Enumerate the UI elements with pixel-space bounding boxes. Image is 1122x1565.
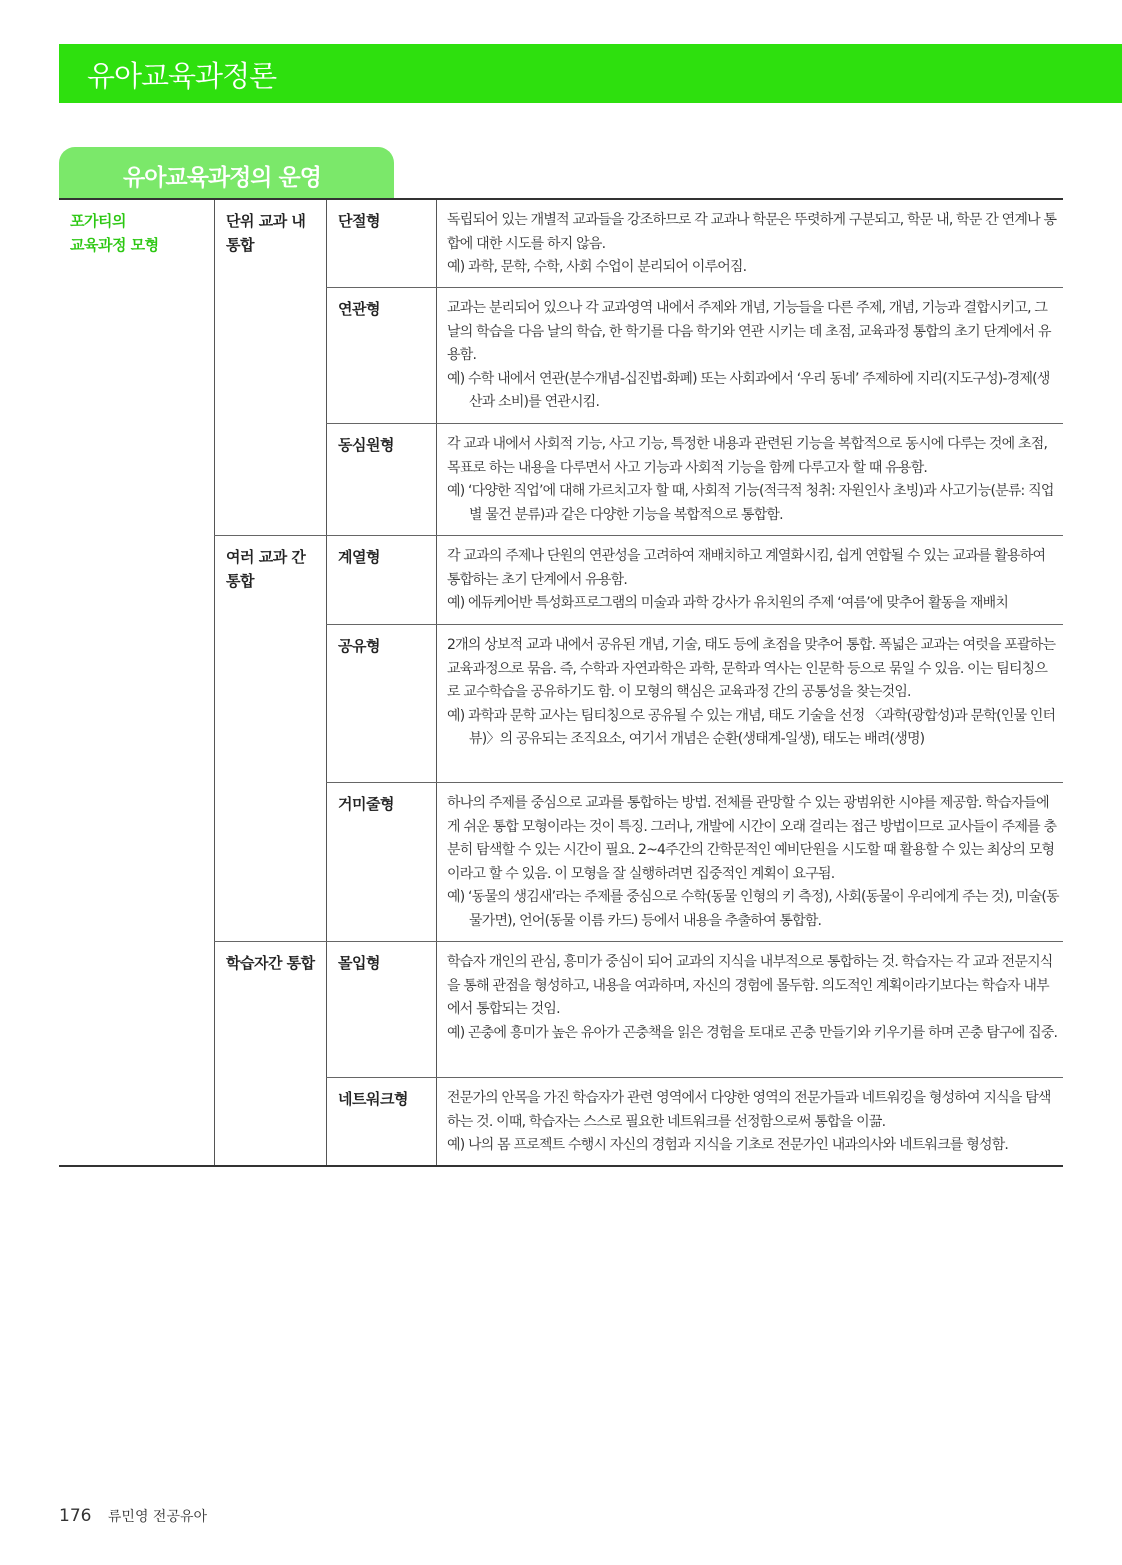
divider — [326, 624, 1063, 625]
example-text: 예) 나의 몸 프로젝트 수행시 자신의 경험과 지식을 기초로 전문가인 내과의사와 네트워크를 형성함. — [447, 1137, 1009, 1154]
type-label: 거미줄형 — [338, 795, 394, 813]
type-description — [447, 297, 1059, 415]
type-description — [447, 433, 1059, 527]
divider — [436, 200, 437, 1166]
header-title: 유아교육과정론 — [87, 59, 277, 93]
type-label: 몰입형 — [338, 954, 380, 972]
divider — [326, 782, 1063, 783]
page-number: 176 — [59, 1506, 92, 1526]
page-footer — [59, 1506, 207, 1526]
table-bottom-rule — [59, 1165, 1063, 1167]
group-label: 학습자간 통합 — [226, 954, 315, 972]
type-label: 네트워크형 — [338, 1090, 408, 1108]
example-text: 예) 과학, 문학, 수학, 사회 수업이 분리되어 이루어짐. — [447, 259, 747, 276]
type-description — [447, 209, 1059, 280]
book-title: 류민영 전공유아 — [107, 1509, 208, 1525]
divider — [214, 535, 1063, 536]
example-text: 예) 과학과 문학 교사는 팀티칭으로 공유될 수 있는 개념, 태도 기술을 선정 〈과학(광합성)과 문학(인물 인터뷰)〉의 공유되는 조직요소, 여기서 개념은 순환(생태계-일생), 태도는 배려(생명) — [447, 707, 1056, 748]
divider — [326, 423, 1063, 424]
description-text: 학습자 개인의 관심, 흥미가 중심이 되어 교과의 지식을 내부적으로 통합하는 것. 학습자는 각 교과 전문지식을 통해 관점을 형성하고, 내용을 여과하며, 자신의 경험에 몰두함. 의도적인 계획이라기보다는 학습자 내부에서 통합되는 것임. — [447, 954, 1053, 1018]
divider — [214, 200, 215, 1166]
description-text: 각 교과 내에서 사회적 기능, 사고 기능, 특정한 내용과 관련된 기능을 복합적으로 동시에 다루는 것에 초점, 목표로 하는 내용을 다루면서 사고 기능과 사회적 기능을 함께 다루고자 할 때 유용함. — [447, 436, 1048, 476]
header-banner — [59, 44, 1122, 103]
type-description — [447, 545, 1059, 616]
group-label: 단위 교과 내 통합 — [226, 212, 306, 254]
type-description — [447, 792, 1059, 934]
divider — [326, 200, 327, 1166]
group-label: 여러 교과 간 통합 — [226, 548, 306, 590]
example-text: 예) 에듀케어반 특성화프로그램의 미술과 과학 강사가 유치원의 주제 ‘여름’에 맞추어 활동을 재배치 — [447, 595, 1009, 612]
model-label: 포가티의 교육과정 모형 — [70, 212, 159, 254]
description-text: 교과는 분리되어 있으나 각 교과영역 내에서 주제와 개념, 기능들을 다른 주제, 개념, 기능과 결합시키고, 그날의 학습을 다음 날의 학습, 한 학기를 다음 학기와 연관 시키는 데 초점, 교육과정 통합의 초기 단계에서 유용함. — [447, 300, 1051, 364]
type-description — [447, 951, 1059, 1045]
divider — [214, 941, 1063, 942]
type-description — [447, 634, 1059, 752]
divider — [326, 287, 1063, 288]
section-title: 유아교육과정의 운영 — [123, 164, 321, 191]
table-top-rule — [59, 198, 1063, 200]
description-text: 전문가의 안목을 가진 학습자가 관련 영역에서 다양한 영역의 전문가들과 네트워킹을 형성하여 지식을 탐색하는 것. 이때, 학습자는 스스로 필요한 네트워크를 선정함으로써 통합을 이끎. — [447, 1090, 1051, 1130]
type-label: 계열형 — [338, 548, 380, 566]
type-label: 동심원형 — [338, 436, 394, 454]
example-text: 예) ‘다양한 직업’에 대해 가르치고자 할 때, 사회적 기능(적극적 청취: 자원인사 초빙)과 사고기능(분류: 직업별 물건 분류)과 같은 다양한 기능을 복합적으로 통합함. — [447, 483, 1054, 523]
type-label: 단절형 — [338, 212, 380, 230]
description-text: 2개의 상보적 교과 내에서 공유된 개념, 기술, 태도 등에 초점을 맞추어 통합. 폭넓은 교과는 여럿을 포괄하는 교육과정으로 묶음. 즉, 수학과 자연과학은 과학, 문학과 역사는 인문학 등으로 묶일 수 있음. 이는 팀티칭으로 교수학습을 공유하기도 함. 이 모형의 핵심은 교육과정 간의 공통성을 찾는것임. — [447, 637, 1056, 701]
description-text: 독립되어 있는 개별적 교과들을 강조하므로 각 교과나 학문은 뚜렷하게 구분되고, 학문 내, 학문 간 연계나 통합에 대한 시도를 하지 않음. — [447, 212, 1057, 252]
example-text: 예) 곤충에 흥미가 높은 유아가 곤충책을 읽은 경험을 토대로 곤충 만들기와 키우기를 하며 곤충 탐구에 집중. — [447, 1024, 1058, 1041]
type-label: 연관형 — [338, 300, 380, 318]
example-text: 예) ‘동물의 생김새’라는 주제를 중심으로 수학(동물 인형의 키 측정), 사회(동물이 우리에게 주는 것), 미술(동물가면), 언어(동물 이름 카드) 등에서 내용을 추출하여 통합함. — [447, 889, 1059, 929]
type-description — [447, 1087, 1059, 1158]
section-tab — [59, 147, 394, 199]
type-label: 공유형 — [338, 637, 380, 655]
divider — [326, 1077, 1063, 1078]
description-text: 하나의 주제를 중심으로 교과를 통합하는 방법. 전체를 관망할 수 있는 광범위한 시야를 제공함. 학습자들에게 쉬운 통합 모형이라는 것이 특징. 그러나, 개발에 시간이 오래 걸리는 접근 방법이므로 교사들이 주제를 충분히 탐색할 수 있는 시간이 필요. 2~4주간의 간학문적인 예비단원을 시도할 때 활용할 수 있는 최상의 모형이라고 할 수 있음. 이 모형을 잘 실행하려면 집중적인 계획이 요구됨. — [447, 795, 1057, 882]
example-text: 예) 수학 내에서 연관(분수개념-십진법-화폐) 또는 사회과에서 ‘우리 동네’ 주제하에 지리(지도구성)-경제(생산과 소비)를 연관시킴. — [447, 370, 1050, 411]
description-text: 각 교과의 주제나 단원의 연관성을 고려하여 재배치하고 계열화시킴, 쉽게 연합될 수 있는 교과를 활용하여 통합하는 초기 단계에서 유용함. — [447, 548, 1046, 588]
